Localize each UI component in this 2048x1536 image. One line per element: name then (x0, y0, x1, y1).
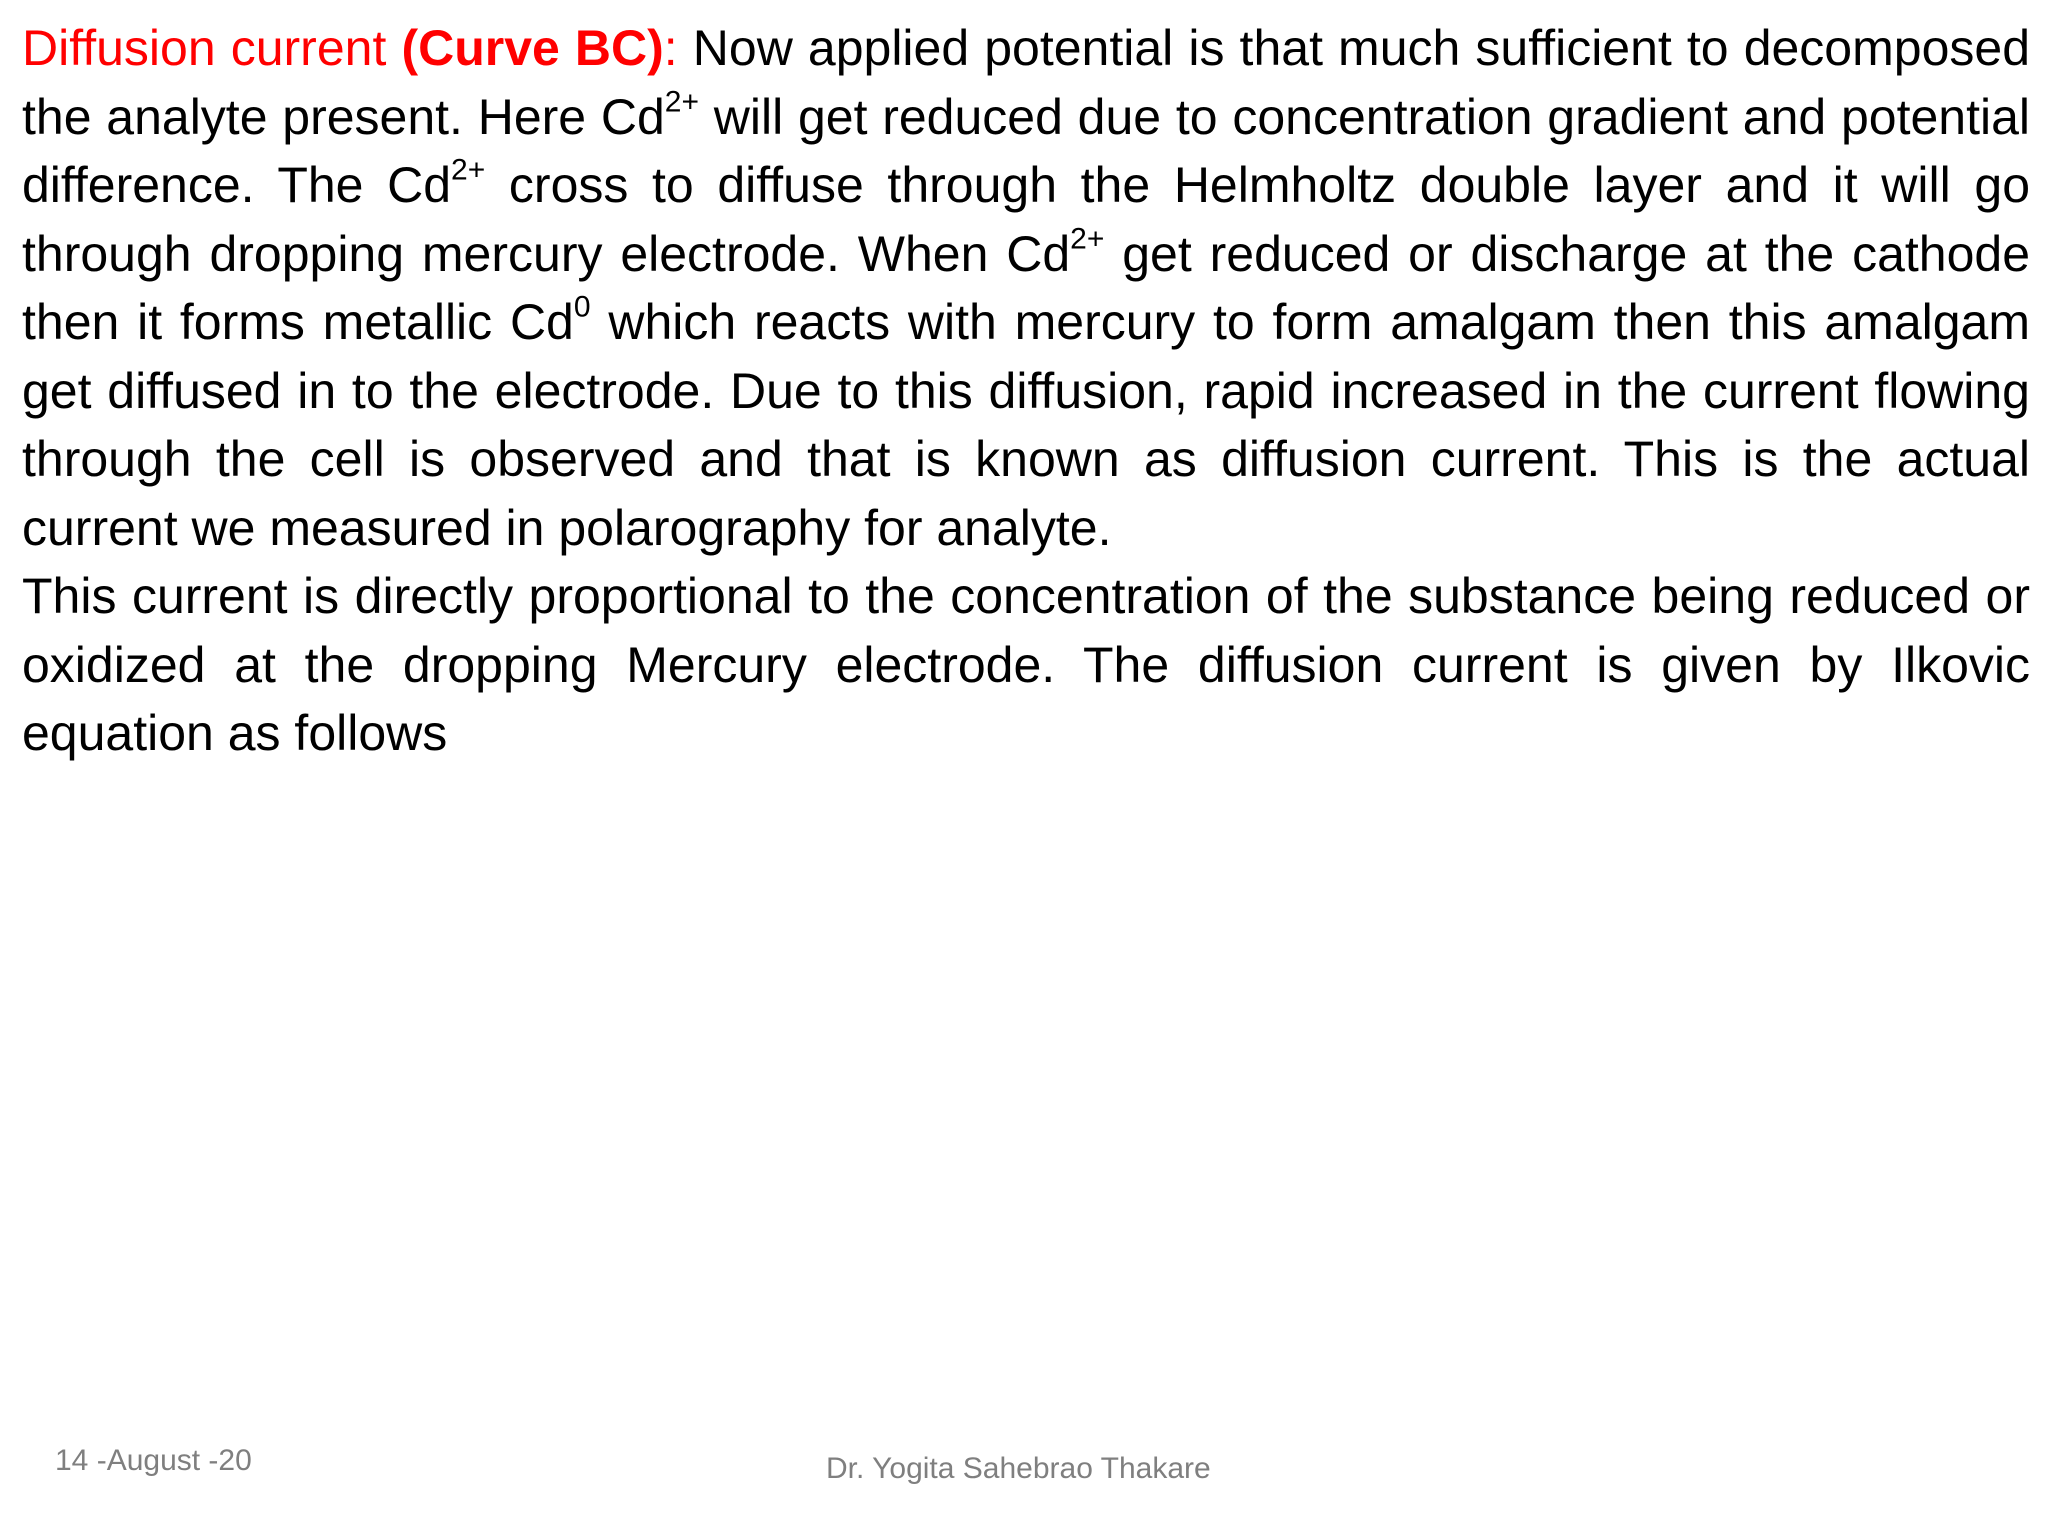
footer-date: 14 -August -20 (55, 1444, 252, 1477)
heading-term: Diffusion current (22, 20, 387, 76)
heading-curve: (Curve BC) (401, 20, 664, 76)
p1-sup-2: 2+ (451, 153, 486, 187)
paragraph-diffusion-current (22, 14, 2030, 562)
p1-sup-4: 0 (573, 290, 591, 324)
p1-text-2: will get reduced due to concentration gradient and potential difference. The Cd (22, 88, 2030, 213)
p1-text-4: get reduced or discharge at the cathode then it forms metallic Cd (22, 225, 2030, 350)
p1-text-5: which reacts with mercury to form amalgam then this amalgam get diffused in to the electrode. Due to this diffusion, rapid increased in the current flowing through the cell is observed and that is known as diffusion current. This is the actual current we measured in polarography for analyte. (22, 294, 2031, 556)
footer-author: Dr. Yogita Sahebrao Thakare (826, 1452, 1211, 1485)
p1-sup-1: 2+ (664, 85, 699, 118)
paragraph-proportionality: This current is directly proportional to the concentration of the substance being reduced or oxidized at the dropping Mercury electrode. The diffusion current is given by Ilkovic equation as follows (22, 568, 2030, 761)
p1-text-1: Now applied potential is that much sufficient to decomposed the analyte present. Here Cd (22, 20, 2030, 145)
p1-text-3: cross to diffuse through the Helmholtz double layer and it will go through dropping mercury electrode. When Cd (22, 157, 2030, 282)
slide-body (22, 14, 2030, 768)
p1-sup-3: 2+ (1070, 222, 1105, 255)
heading-colon: : (663, 20, 678, 76)
